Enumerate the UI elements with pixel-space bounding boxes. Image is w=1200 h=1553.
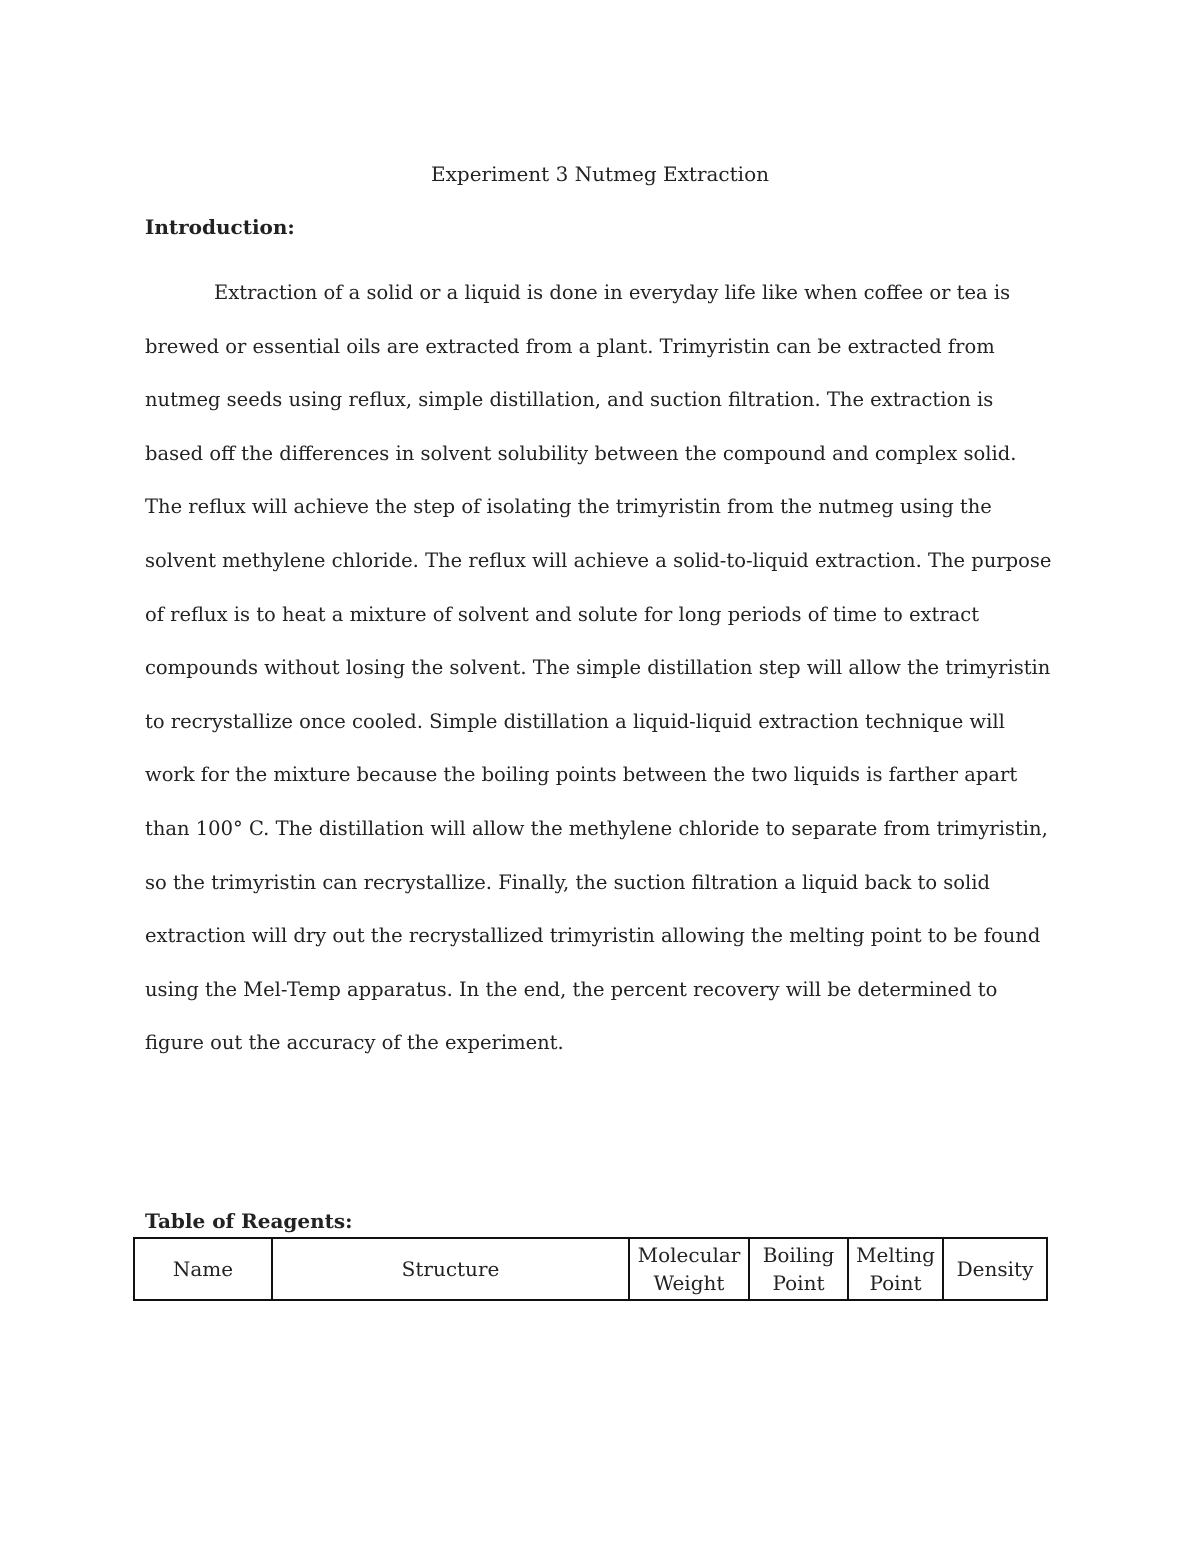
column-header-label: Density	[956, 1257, 1034, 1281]
column-header-density	[943, 1238, 1047, 1300]
column-header-label: Structure	[401, 1257, 500, 1281]
column-header-name	[134, 1238, 272, 1300]
column-header-molecular-weight	[629, 1238, 749, 1300]
column-header-label-line2: Point	[869, 1271, 922, 1295]
column-header-label: Melting	[856, 1243, 935, 1267]
column-header-structure	[272, 1238, 629, 1300]
column-header-label: Boiling	[762, 1243, 835, 1267]
column-header-label-line2: Weight	[653, 1271, 725, 1295]
column-header-label: Name	[172, 1257, 234, 1281]
reagents-table-header-row	[134, 1238, 1047, 1300]
column-header-boiling-point	[749, 1238, 848, 1300]
document-title: Experiment 3 Nutmeg Extraction	[431, 162, 769, 186]
reagents-table	[133, 1237, 1048, 1301]
table-of-reagents-heading: Table of Reagents:	[145, 1209, 353, 1233]
introduction-heading: Introduction:	[145, 215, 295, 239]
column-header-label-line2: Point	[772, 1271, 825, 1295]
column-header-melting-point	[848, 1238, 943, 1300]
column-header-label: Molecular	[637, 1243, 741, 1267]
introduction-paragraph: Extraction of a solid or a liquid is done in everyday life like when coffee or tea is brewed or essential oils are extracted from a plant. Trimyristin can be extracted from nutmeg seeds using reflux, simple distillation, and suction filtration. The extraction is based off the differences in solvent solubility between the compound and complex solid. The reflux will achieve the step of isolating the trimyristin from the nutmeg using the solvent methylene chloride. The reflux will achieve a solid-to-liquid extraction. The purpose of reflux is to heat a mixture of solvent and solute for long periods of time to extract compounds without losing the solvent. The simple distillation step will allow the trimyristin to recrystallize once cooled. Simple distillation a liquid-liquid extraction technique will work for the mixture because the boiling points between the two liquids is farther apart than 100° C. The distillation will allow the methylene chloride to separate from trimyristin, so the trimyristin can recrystallize. Finally, the suction filtration a liquid back to solid extraction will dry out the recrystallized trimyristin allowing the melting point to be found using the Mel-Temp apparatus. In the end, the percent recovery will be determined to figure out the accuracy of the experiment.	[145, 281, 1052, 1055]
